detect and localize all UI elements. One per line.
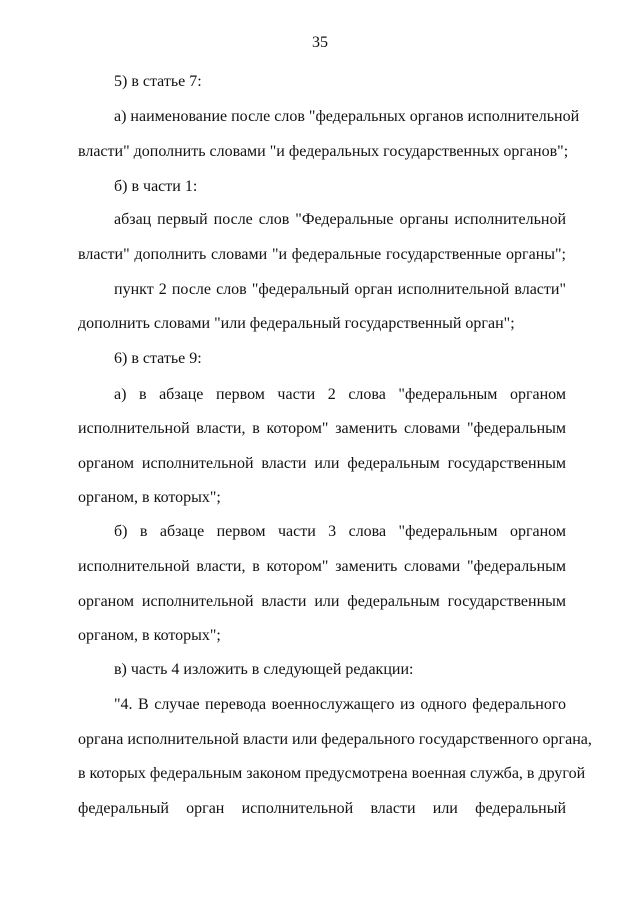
paragraph-line: б) в части 1: — [114, 178, 198, 195]
page-number: 35 — [312, 34, 328, 51]
paragraph-line: власти" дополнить словами "и федеральные государственные органы"; — [78, 246, 566, 263]
paragraph-line: исполнительной власти, в котором" заменить словами "федеральным — [78, 558, 566, 575]
paragraph-line: а) наименование после слов "федеральных органов исполнительной — [114, 108, 580, 125]
paragraph-line: органом исполнительной власти или федеральным государственным — [78, 593, 566, 610]
paragraph-line: в) часть 4 изложить в следующей редакции: — [114, 661, 414, 678]
paragraph-line: органом, в которых"; — [78, 627, 221, 644]
paragraph-line: федеральный орган исполнительной власти или федеральный — [78, 800, 566, 817]
paragraph-line: власти" дополнить словами "и федеральных государственных органов"; — [78, 143, 569, 160]
paragraph-line: органа исполнительной власти или федерального государственного органа, — [78, 731, 592, 748]
paragraph-line: 5) в статье 7: — [114, 73, 202, 90]
paragraph-line: в которых федеральным законом предусмотрена военная служба, в другой — [78, 765, 586, 782]
paragraph-line: 6) в статье 9: — [114, 350, 202, 367]
paragraph-line: исполнительной власти, в котором" заменить словами "федеральным — [78, 420, 566, 437]
paragraph-line: б) в абзаце первом части 3 слова "федеральным органом — [114, 523, 566, 540]
paragraph-line: органом, в которых"; — [78, 489, 221, 506]
paragraph-line: "4. В случае перевода военнослужащего из одного федерального — [114, 696, 566, 713]
paragraph-line: а) в абзаце первом части 2 слова "федеральным органом — [114, 386, 566, 403]
paragraph-line: дополнить словами "или федеральный государственный орган"; — [78, 315, 515, 332]
paragraph-line: органом исполнительной власти или федеральным государственным — [78, 455, 566, 472]
paragraph-line: абзац первый после слов "Федеральные органы исполнительной — [114, 211, 566, 228]
paragraph-line: пункт 2 после слов "федеральный орган исполнительной власти" — [114, 281, 566, 298]
